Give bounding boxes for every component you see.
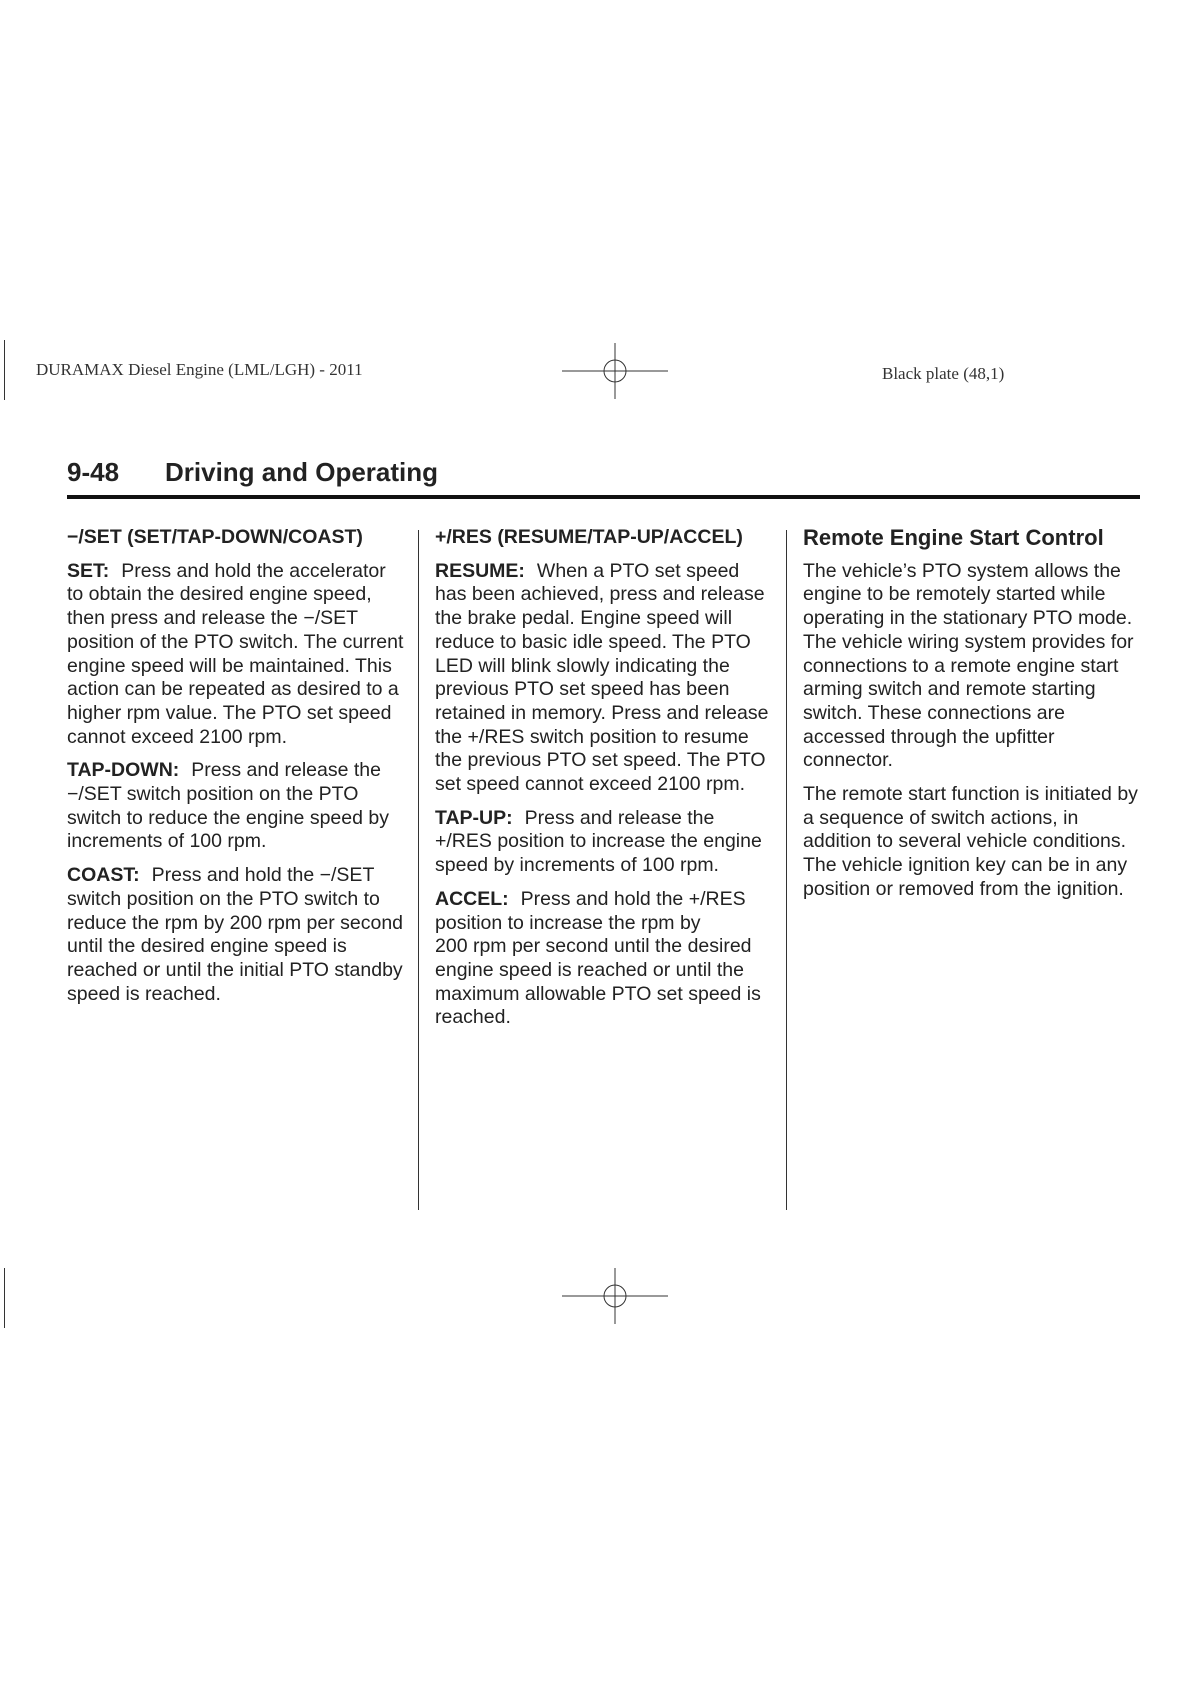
tap-up-entry: [435, 807, 773, 878]
page-title: Driving and Operating: [165, 457, 439, 487]
print-header-left: DURAMAX Diesel Engine (LML/LGH) - 2011: [36, 360, 363, 379]
term-label: RESUME:: [435, 559, 525, 582]
print-header-right: Black plate (48,1): [882, 364, 1005, 383]
page-number: 9-48: [67, 457, 120, 487]
accel-entry: [435, 888, 773, 1030]
term-description: Press and release the +/RES position to increase the engine speed by increments of 100 rpm.: [435, 806, 762, 877]
tap-down-entry: [67, 759, 405, 854]
term-label: ACCEL:: [435, 887, 509, 910]
coast-entry: [67, 864, 405, 1006]
term-label: SET:: [67, 559, 110, 582]
term-description: Press and release the −/SET switch position on the PTO switch to reduce the engine speed by increments of 100 rpm.: [67, 759, 389, 853]
term-description: Press and hold the −/SET switch position on the PTO switch to reduce the rpm by 200 rpm per second until the desired engine speed is reached or until the initial PTO standby speed is reached.: [67, 864, 404, 1005]
crop-mark-bottom: [4, 1268, 5, 1328]
term-description: Press and hold the +/RES position to increase the rpm by 200 rpm per second until the desired engine speed is reached or until the maximum allowable PTO set speed is reached.: [435, 887, 761, 1029]
column-remote-engine-start: [803, 526, 1143, 912]
term-description: Press and hold the accelerator to obtain the desired engine speed, then press and release the −/SET position of the PTO switch. The current engine speed will be maintained. This action can be repeated as desired to a higher rpm value. The PTO set speed cannot exceed 2100 rpm.: [67, 559, 404, 748]
crop-mark-top: [4, 340, 5, 400]
remote-start-paragraph: The vehicle’s PTO system allows the engine to be remotely started while operating in the stationary PTO mode. The vehicle wiring system provides for connections to a remote engine start arming switch and remote starting switch. These connections are accessed through the upfitter connector.: [803, 559, 1134, 772]
term-label: COAST:: [67, 864, 140, 887]
set-section-heading: −/SET (SET/TAP-DOWN/COAST): [67, 526, 363, 548]
column-divider-2: [786, 530, 787, 1210]
registration-mark-bottom: [562, 1268, 668, 1324]
column-res-tap-up-accel: [435, 526, 773, 1040]
res-section-heading: +/RES (RESUME/TAP-UP/ACCEL): [435, 526, 743, 548]
remote-start-heading: Remote Engine Start Control: [803, 525, 1104, 550]
term-description: When a PTO set speed has been achieved, press and release the brake pedal. Engine speed will reduce to basic idle speed. The PTO LED will blink slowly indicating the previous PTO set speed has been retained in memory. Press and release the +/RES switch position to resume the previous PTO set speed. The PTO set speed cannot exceed 2100 rpm.: [435, 559, 769, 796]
column-divider-1: [418, 530, 419, 1210]
term-label: TAP-DOWN:: [67, 759, 180, 782]
set-entry: [67, 560, 405, 750]
remote-start-paragraph: The remote start function is initiated by a sequence of switch actions, in addition to several vehicle conditions. The vehicle ignition key can be in any position or removed from the ignition.: [803, 783, 1138, 900]
term-label: TAP-UP:: [435, 806, 513, 829]
resume-entry: [435, 560, 773, 797]
column-set-tap-down-coast: [67, 526, 405, 1016]
page-heading: [67, 457, 1140, 499]
registration-mark-top: [562, 343, 668, 399]
